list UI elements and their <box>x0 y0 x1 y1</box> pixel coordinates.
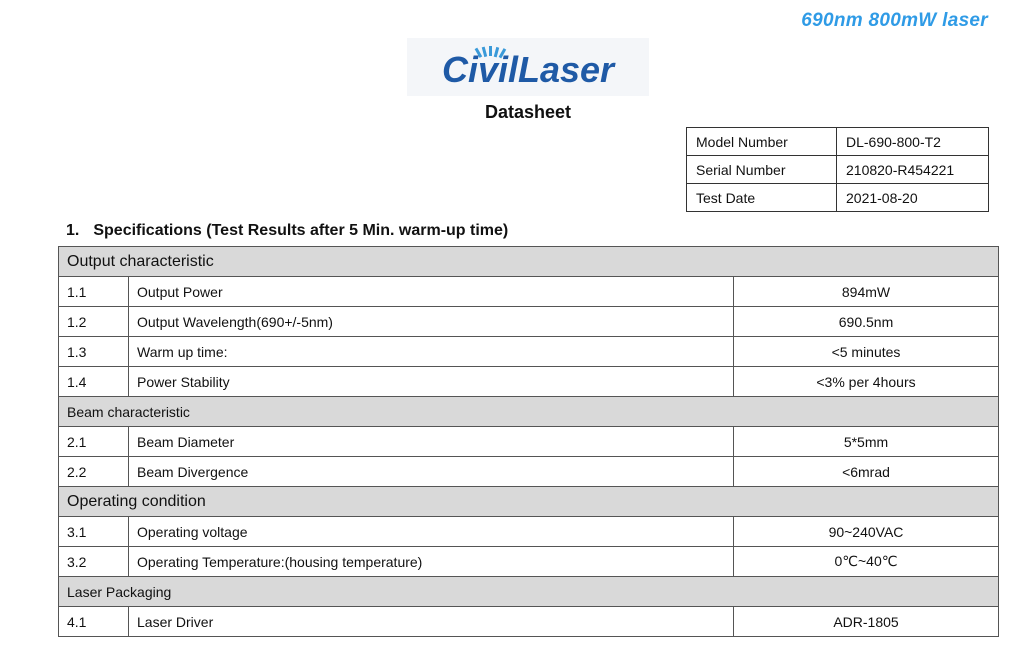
category-row <box>59 247 999 277</box>
logo-text: CivilLaser <box>441 49 615 90</box>
spec-row <box>59 337 999 367</box>
spec-id: 1.2 <box>59 307 129 337</box>
meta-row-test-date <box>687 184 989 212</box>
spec-label: Output Wavelength(690+/-5nm) <box>129 307 734 337</box>
category-row <box>59 397 999 427</box>
spec-value: 690.5nm <box>734 307 999 337</box>
spec-label: Output Power <box>129 277 734 307</box>
spec-label: Beam Diameter <box>129 427 734 457</box>
meta-row-model <box>687 128 989 156</box>
spec-value: <6mrad <box>734 457 999 487</box>
spec-label: Power Stability <box>129 367 734 397</box>
spec-value: <3% per 4hours <box>734 367 999 397</box>
meta-label: Model Number <box>687 128 837 156</box>
spec-id: 1.1 <box>59 277 129 307</box>
section-heading <box>66 222 508 240</box>
category-label: Laser Packaging <box>59 577 999 607</box>
spec-label: Laser Driver <box>129 607 734 637</box>
product-headline: 690nm 800mW laser <box>801 10 988 31</box>
spec-row <box>59 547 999 577</box>
spec-value: 0℃~40℃ <box>734 547 999 577</box>
category-label: Beam characteristic <box>59 397 999 427</box>
spec-row <box>59 457 999 487</box>
spec-label: Operating voltage <box>129 517 734 547</box>
meta-value: 210820-R454221 <box>837 156 989 184</box>
section-number: 1. <box>66 222 80 239</box>
meta-value: 2021-08-20 <box>837 184 989 212</box>
spec-table <box>58 246 999 637</box>
category-label: Operating condition <box>59 487 999 517</box>
spec-id: 1.4 <box>59 367 129 397</box>
spec-row <box>59 517 999 547</box>
spec-id: 2.2 <box>59 457 129 487</box>
spec-id: 2.1 <box>59 427 129 457</box>
spec-row <box>59 367 999 397</box>
spec-id: 1.3 <box>59 337 129 367</box>
spec-label: Warm up time: <box>129 337 734 367</box>
spec-id: 3.1 <box>59 517 129 547</box>
category-row <box>59 577 999 607</box>
spec-value: <5 minutes <box>734 337 999 367</box>
document-title: Datasheet <box>484 102 572 122</box>
spec-id: 4.1 <box>59 607 129 637</box>
meta-row-serial <box>687 156 989 184</box>
meta-label: Serial Number <box>687 156 837 184</box>
category-row <box>59 487 999 517</box>
category-label: Output characteristic <box>59 247 999 277</box>
meta-table <box>686 127 989 212</box>
spec-row <box>59 307 999 337</box>
meta-label: Test Date <box>687 184 837 212</box>
spec-row <box>59 277 999 307</box>
spec-value: 90~240VAC <box>734 517 999 547</box>
spec-row <box>59 427 999 457</box>
spec-label: Operating Temperature:(housing temperature) <box>129 547 734 577</box>
meta-value: DL-690-800-T2 <box>837 128 989 156</box>
section-title: Specifications (Test Results after 5 Min. warm-up time) <box>93 222 509 239</box>
spec-label: Beam Divergence <box>129 457 734 487</box>
spec-value: 5*5mm <box>734 427 999 457</box>
spec-id: 3.2 <box>59 547 129 577</box>
civillaser-logo <box>407 38 649 96</box>
spec-value: ADR-1805 <box>734 607 999 637</box>
spec-value: 894mW <box>734 277 999 307</box>
spec-row <box>59 607 999 637</box>
